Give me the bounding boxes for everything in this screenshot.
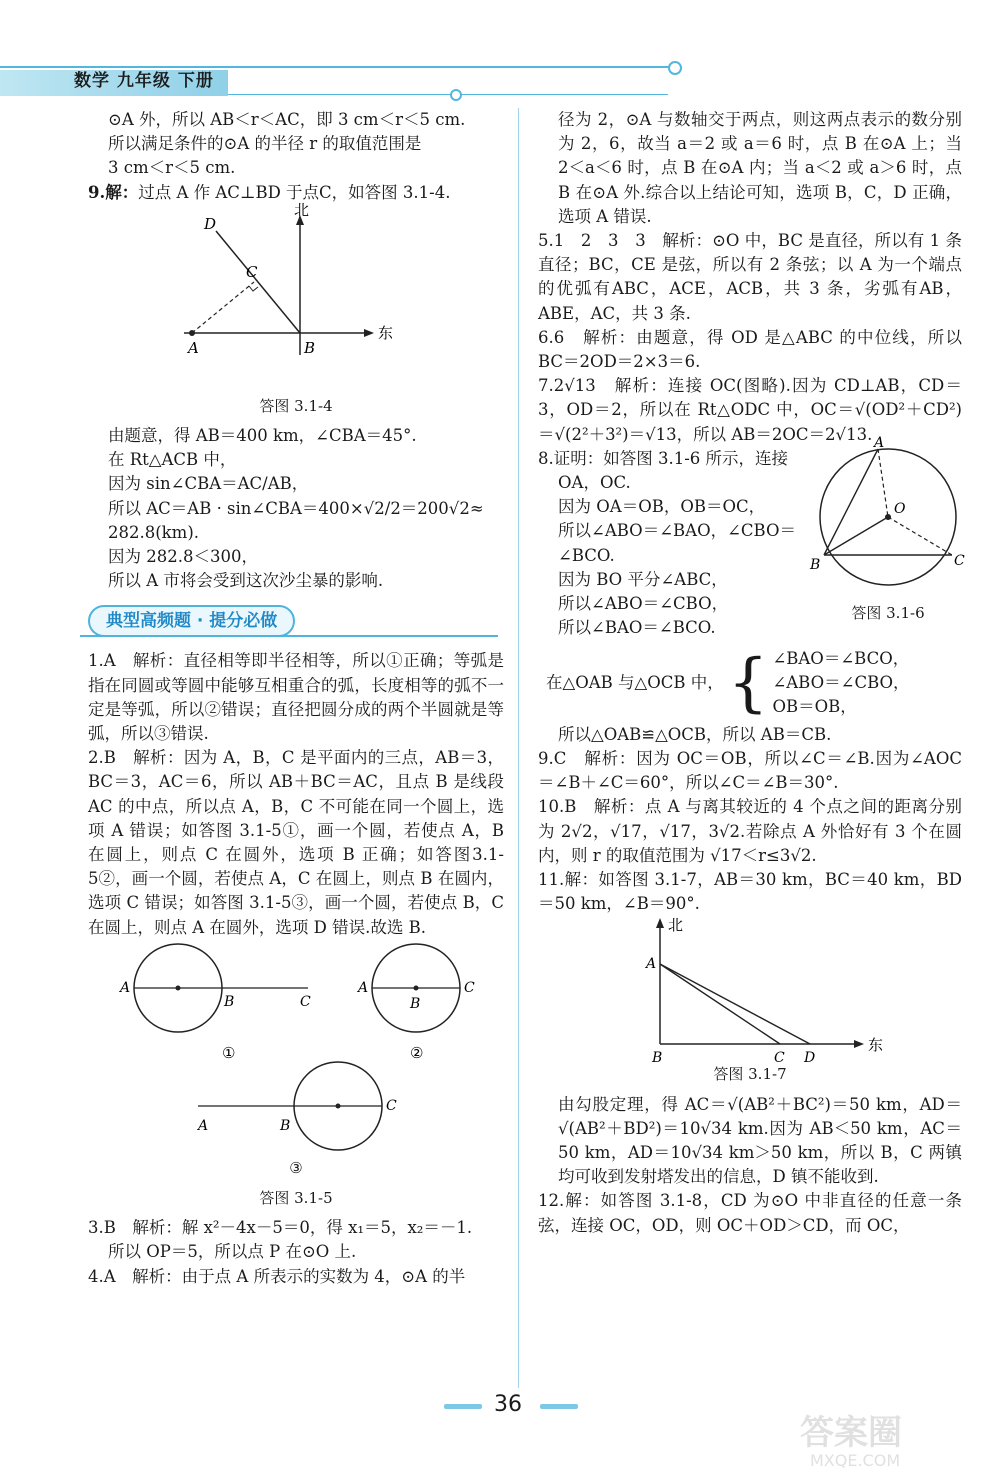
label-d: D xyxy=(204,214,217,233)
section-title: 典型高频题 · 提分必做 xyxy=(88,605,295,637)
label-a: A xyxy=(646,956,657,973)
north-arrow-icon xyxy=(656,918,664,928)
text-line: 所以 AC＝AB · sin∠CBA＝400×√2/2＝200√2≈ xyxy=(108,498,484,518)
label-b: B xyxy=(810,556,821,573)
answer-8: 8.证明：如答图 3.1-6 所示，连接 xyxy=(538,448,789,468)
text-line: OA，OC. xyxy=(558,473,631,493)
question-text: 过点 A 作 AC⊥BD 于点C，如答图 3.1-4. xyxy=(138,182,451,202)
label-o: O xyxy=(894,500,906,517)
right-angle-mark xyxy=(249,286,258,291)
label-c: C xyxy=(464,979,475,996)
figure-caption: 答图 3.1-5 xyxy=(259,1189,333,1208)
figure-3-1-4 xyxy=(176,200,416,390)
figure-caption: 答图 3.1-6 xyxy=(851,603,925,622)
text-line: ∠BCO. xyxy=(558,545,615,565)
congruence-conditions xyxy=(538,647,962,719)
condition-line: ∠BAO＝∠BCO， xyxy=(772,648,910,668)
label-b: B xyxy=(304,338,316,357)
text-line: 所以满足条件的⊙A 的半径 r 的取值范围是 xyxy=(108,134,422,154)
figure-caption: 答图 3.1-4 xyxy=(259,396,333,415)
segment-ac xyxy=(660,964,780,1044)
text-line: 所以 A 市将会受到这次沙尘暴的影响. xyxy=(108,571,384,591)
center-o xyxy=(885,514,891,520)
text-line: 所以∠ABO＝∠BAO，∠CBO＝ xyxy=(558,521,797,541)
east-arrow-icon xyxy=(854,1040,864,1048)
label-d: D xyxy=(804,1050,816,1067)
segment-ao xyxy=(878,449,888,517)
answer-10: 10.B 解析：点 A 与离其较近的 4 个点之间的距离分别为 2√2，√17，√17，3√2.若除点 A 外恰好有 3 个在圆内，则 r 的取值范围为 √17＜r≤3√2. xyxy=(538,797,962,865)
answer-7: 7.2√13 解析：连接 OC(图略).因为 CD⊥AB，CD＝3，OD＝2，所以在 Rt△ODC 中，OC＝√(OD²＋CD²)＝√(2²＋3²)＝√13，所以 AB＝2OC＝2√13. xyxy=(538,376,962,444)
watermark-text: 答案圈 xyxy=(800,1413,902,1453)
brace-icon: { xyxy=(727,645,769,720)
text-line: 在 Rt△ACB 中， xyxy=(108,450,237,470)
brace-lead: 在△OAB 与△OCB 中， xyxy=(546,672,724,692)
page-footer xyxy=(440,1392,600,1422)
answer-6: 6.6 解析：由题意，得 OD 是△ABC 的中位线，所以 BC＝2OD＝2×3＝6. xyxy=(538,327,962,372)
footer-ornament xyxy=(444,1404,482,1409)
answer-9: 9.C 解析：因为 OC＝OB，所以∠C＝∠B.因为∠AOC＝∠B＋∠C＝60°，所以∠C＝∠B＝30°. xyxy=(538,749,962,793)
question-number: 9. xyxy=(88,182,106,202)
watermark-logo xyxy=(790,1410,990,1470)
answer-4: 4.A 解析：由于点 A 所表示的实数为 4，⊙A 的半 xyxy=(88,1266,466,1286)
point-a xyxy=(189,330,195,336)
text-line: 因为 282.8＜300， xyxy=(108,547,258,567)
figure-number-3: ③ xyxy=(289,1158,303,1177)
label-a: A xyxy=(874,434,885,451)
figure-3-1-5 xyxy=(88,940,504,1170)
text-line: 282.8(km). xyxy=(108,522,199,542)
figure-number: ② xyxy=(410,1043,424,1062)
condition-line: ∠ABO＝∠CBO， xyxy=(772,672,910,692)
text-line: 由勾股定理，得 AC＝√(AB²＋BC²)＝50 km，AD＝√(AB²＋BD²)＝10√34 km.因为 AB＜50 km，AC＝50 km，AD＝10√34 km＞50 km，所以 B，C 两镇均可收到发射塔发出的信息，D 镇不能收到. xyxy=(558,1094,962,1187)
right-column xyxy=(538,108,965,1238)
label-c: C xyxy=(774,1050,785,1067)
header-title: 数学 九年级 下册 xyxy=(74,71,214,91)
figure-number: ① xyxy=(222,1043,236,1062)
figure-3-1-7 xyxy=(620,916,884,1067)
label-b: B xyxy=(280,1117,291,1134)
answer-11: 11.解：如答图 3.1-7，AB＝30 km，BC＝40 km，BD＝50 km，∠B＝90°. xyxy=(538,870,962,914)
label-a: A xyxy=(188,338,199,357)
page-header xyxy=(0,52,690,98)
answer-2: 2.B 解析：因为 A，B，C 是平面内的三点，AB＝3，BC＝3，AC＝6，所以 AB＋BC＝AC，且点 B 是线段 AC 的中点，所以点 A，B，C 不可能在同一个圆上，选项 A 错误；如答图 3.1-5①，画一个圆，若使点 A，B 在圆上，则点 C 在圆外，选项 B 正确；如答图3.1-5②，画一个圆，若使点 A，C 在圆上，则点 B 在圆内，选项 C 错误；如答图 3.1-5③，画一个圆，若使点 B，C 在圆上，则点 A 在圆外，选项 D 错误.故选 B. xyxy=(88,748,504,937)
figure-3-1-6 xyxy=(808,434,968,597)
answer-3: 3.B 解析：解 x²－4x－5＝0，得 x₁＝5，x₂＝－1. xyxy=(88,1218,473,1238)
text-line: 所以∠ABO＝∠CBO， xyxy=(558,594,729,614)
text-line: 因为 sin∠CBA＝AC/AB， xyxy=(108,474,309,494)
text-line: 所以∠BAO＝∠BCO. xyxy=(558,618,716,638)
label-east: 东 xyxy=(378,323,394,342)
label-c: C xyxy=(300,993,311,1010)
label-east: 东 xyxy=(868,1036,884,1055)
condition-line: OB＝OB， xyxy=(772,696,857,716)
text-line: 因为 OA＝OB，OB＝OC， xyxy=(558,497,766,517)
text-line: 3 cm＜r＜5 cm. xyxy=(108,158,236,178)
column-divider xyxy=(518,108,519,1388)
page-number: 36 xyxy=(494,1392,522,1417)
answer-5: 5.1 2 3 3 解析：⊙O 中，BC 是直径，所以有 1 条直径；BC，CE 是弦，所以有 2 条弦；以 A 为一个端点的优弧有ABC，ACE，ACB，共 3 条，劣弧有AB，ABE，AC，共 3 条. xyxy=(538,231,962,323)
segment-db xyxy=(216,231,300,333)
center-1 xyxy=(176,985,181,990)
header-ornament xyxy=(668,61,682,75)
solution-lead: 解： xyxy=(105,182,139,202)
label-c: C xyxy=(954,552,965,569)
answer-12: 12.解：如答图 3.1-8，CD 为⊙O 中非直径的任意一条弦，连接 OC，OD，则 OC＋OD＞CD，而 OC， xyxy=(538,1191,962,1235)
label-north: 北 xyxy=(294,200,310,219)
label-a: A xyxy=(198,1117,209,1134)
text-line: 所以△OAB≌△OCB，所以 AB＝CB. xyxy=(558,724,832,744)
center-2 xyxy=(414,985,419,990)
segment-ad xyxy=(660,964,810,1044)
text-line: 由题意，得 AB＝400 km，∠CBA＝45°. xyxy=(108,426,417,446)
text-line: 因为 BO 平分∠ABC， xyxy=(558,569,728,589)
header-rule-lower xyxy=(228,94,668,95)
brace-lines xyxy=(772,647,909,719)
answer-1: 1.A 解析：直径相等即半径相等，所以①正确；等弧是指在同圆或等圆中能够互相重合的弧，长度相等的弧不一定是等弧，所以②错误；直径把圆分成的两个半圆就是等弧，所以③错误. xyxy=(88,651,504,744)
center-3 xyxy=(336,1103,341,1108)
label-b: B xyxy=(652,1050,663,1067)
label-b: B xyxy=(410,995,421,1012)
watermark-site: MXQE.COM xyxy=(810,1451,901,1470)
segment-oc xyxy=(888,517,952,555)
answer-8-text xyxy=(538,447,808,641)
footer-ornament xyxy=(540,1404,578,1409)
label-a: A xyxy=(358,979,369,996)
label-north: 北 xyxy=(668,916,684,935)
text-line: ⊙A 外，所以 AB＜r＜AC，即 3 cm＜r＜5 cm. xyxy=(108,110,466,129)
header-ornament-lower xyxy=(450,89,462,101)
label-a: A xyxy=(120,979,131,996)
figure-caption: 答图 3.1-7 xyxy=(713,1065,787,1084)
answer-8-block xyxy=(538,434,965,643)
label-c: C xyxy=(386,1097,397,1114)
label-c: C xyxy=(246,262,258,281)
text-line: 径为 2，⊙A 与数轴交于两点，则这两点表示的数分别为 2，6，故当 a＝2 或 a＝6 时，点 B 在⊙A 上；当 2＜a＜6 时，点 B 在⊙A 内；当 a＜2 或 a＞6 时，点 B 在⊙A 外.综合以上结论可知，选项 B，C，D 正确，选项 A 错误. xyxy=(558,110,962,226)
label-b: B xyxy=(224,993,235,1010)
east-arrow-icon xyxy=(364,329,374,337)
segment-ac xyxy=(192,282,254,333)
text-line: 所以 OP＝5，所以点 P 在⊙O 上. xyxy=(108,1242,357,1262)
left-column xyxy=(88,108,504,1289)
section-banner xyxy=(80,603,504,637)
